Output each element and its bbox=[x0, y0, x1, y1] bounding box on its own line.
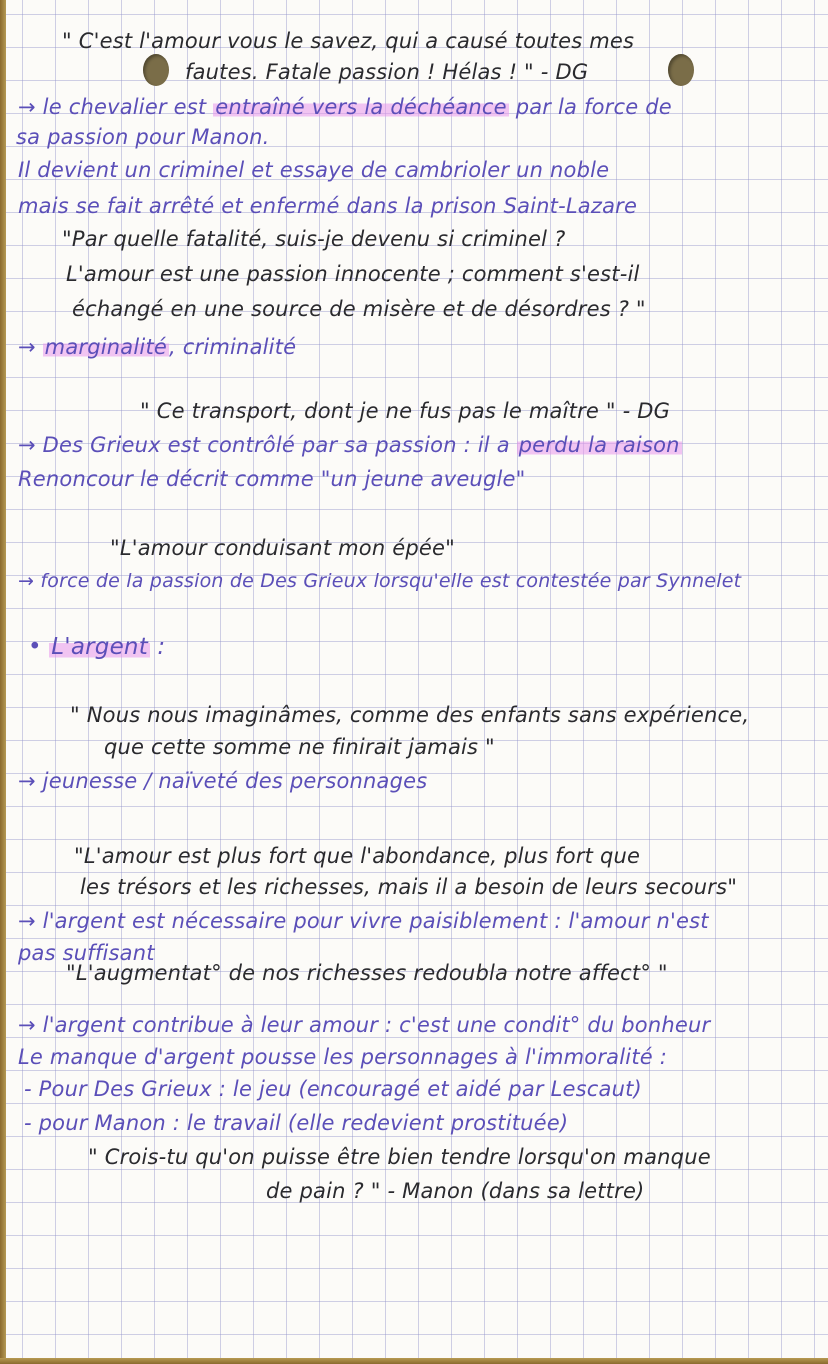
note-line: → force de la passion de Des Grieux lorsqu'elle est contestée par Synnelet bbox=[18, 570, 742, 592]
note-line bbox=[18, 334, 296, 360]
quote-line: " Nous nous imaginâmes, comme des enfants sans expérience, bbox=[70, 703, 750, 727]
page-bottom-edge bbox=[0, 1358, 828, 1364]
note-line: mais se fait arrêté et enfermé dans la prison Saint-Lazare bbox=[18, 194, 638, 218]
note-text: → Des Grieux est contrôlé par sa passion : il a bbox=[18, 433, 517, 457]
highlighted-heading: L'argent bbox=[51, 634, 148, 660]
note-line: → l'argent contribue à leur amour : c'est une condit° du bonheur bbox=[18, 1013, 711, 1037]
quote-line: "L'amour conduisant mon épée" bbox=[110, 536, 455, 560]
note-line: Il devient un criminel et essaye de cambrioler un noble bbox=[18, 158, 610, 182]
note-line: pas suffisant bbox=[18, 941, 155, 965]
quote-line: fautes. Fatale passion ! Hélas ! " - DG bbox=[185, 60, 589, 84]
note-line: Le manque d'argent pousse les personnages à l'immoralité : bbox=[18, 1045, 668, 1069]
bullet: • bbox=[28, 634, 50, 660]
note-line bbox=[18, 432, 682, 458]
quote-line: " Crois-tu qu'on puisse être bien tendre lorsqu'on manque bbox=[88, 1145, 711, 1169]
note-line bbox=[18, 94, 672, 120]
quote-line: les trésors et les richesses, mais il a besoin de leurs secours" bbox=[80, 875, 738, 899]
note-line: Renoncour le décrit comme "un jeune aveugle" bbox=[18, 467, 526, 491]
quote-line: " C'est l'amour vous le savez, qui a causé toutes mes bbox=[62, 29, 635, 53]
quote-line: "L'augmentat° de nos richesses redoubla notre affect° " bbox=[66, 961, 668, 985]
heading-colon: : bbox=[149, 634, 166, 660]
binder-hole-left bbox=[143, 54, 169, 86]
highlighted-text: entraîné vers la déchéance bbox=[215, 95, 507, 119]
note-text: → bbox=[18, 335, 43, 359]
quote-line: L'amour est une passion innocente ; comment s'est-il bbox=[66, 262, 640, 286]
section-heading-argent bbox=[28, 634, 165, 660]
quote-line: " Ce transport, dont je ne fus pas le maître " - DG bbox=[140, 399, 671, 423]
quote-line: "L'amour est plus fort que l'abondance, plus fort que bbox=[74, 844, 641, 868]
highlighted-text: marginalité bbox=[44, 335, 167, 359]
quote-line: "Par quelle fatalité, suis-je devenu si criminel ? bbox=[62, 227, 566, 251]
note-text: → le chevalier est bbox=[18, 95, 214, 119]
quote-line: échangé en une source de misère et de désordres ? " bbox=[72, 297, 646, 321]
note-text: , criminalité bbox=[169, 335, 297, 359]
note-line: - Pour Des Grieux : le jeu (encouragé et aidé par Lescaut) bbox=[24, 1077, 642, 1101]
note-text: par la force de bbox=[508, 95, 672, 119]
highlighted-text: perdu la raison bbox=[518, 433, 680, 457]
quote-line: de pain ? " - Manon (dans sa lettre) bbox=[266, 1179, 645, 1203]
binder-hole-right bbox=[668, 54, 694, 86]
note-line: - pour Manon : le travail (elle redevient prostituée) bbox=[24, 1111, 569, 1135]
note-line: → l'argent est nécessaire pour vivre paisiblement : l'amour n'est bbox=[18, 909, 709, 933]
note-line: → jeunesse / naïveté des personnages bbox=[18, 769, 428, 793]
quote-line: que cette somme ne finirait jamais " bbox=[104, 735, 495, 759]
binding-edge bbox=[0, 0, 6, 1364]
note-line: sa passion pour Manon. bbox=[16, 125, 270, 149]
